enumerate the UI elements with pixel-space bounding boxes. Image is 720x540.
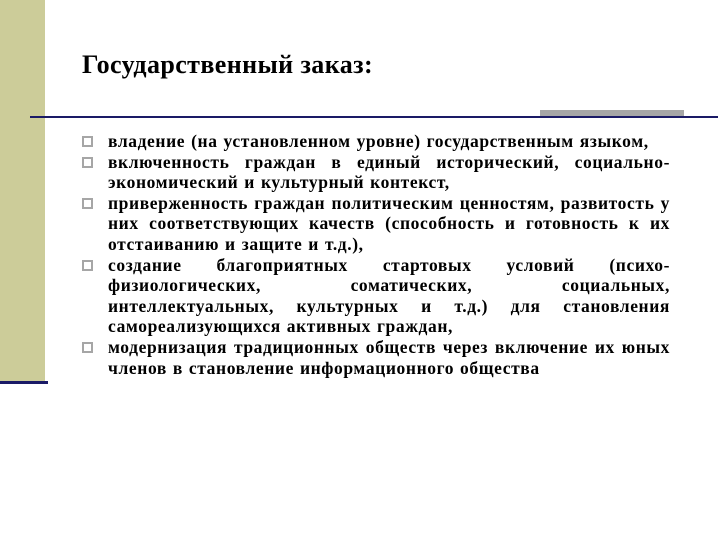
bullet-item bbox=[82, 152, 670, 193]
bullet-text: приверженность граждан политическим ценностям, развитость у них соответствующих качеств (способность и готовность к их отстаиванию и защите и т.д.), bbox=[108, 192, 670, 254]
square-bullet-icon bbox=[82, 136, 93, 147]
square-bullet-icon bbox=[82, 157, 93, 168]
bullet-item bbox=[82, 131, 670, 152]
bullet-text: владение (на установленном уровне) государственным языком, bbox=[108, 131, 649, 151]
bullet-item bbox=[82, 255, 670, 337]
left-decorative-bar bbox=[0, 0, 45, 382]
bullet-item bbox=[82, 193, 670, 255]
square-bullet-icon bbox=[82, 342, 93, 353]
bullet-list bbox=[82, 131, 670, 378]
square-bullet-icon bbox=[82, 260, 93, 271]
bullet-item bbox=[82, 337, 670, 378]
bullet-text: модернизация традиционных обществ через включение их юных членов в становление информационного общества bbox=[108, 336, 670, 378]
title-divider bbox=[30, 116, 718, 118]
bullet-text: включенность граждан в единый исторический, социально-экономический и культурный контекст, bbox=[108, 151, 670, 193]
bullet-text: создание благоприятных стартовых условий (психо-физиологических, соматических, социальных, интеллектуальных, культурных и т.д.) для становления самореализующихся активных граждан, bbox=[108, 254, 670, 337]
square-bullet-icon bbox=[82, 198, 93, 209]
left-bar-underline bbox=[0, 381, 48, 384]
slide-title: Государственный заказ: bbox=[82, 50, 374, 79]
